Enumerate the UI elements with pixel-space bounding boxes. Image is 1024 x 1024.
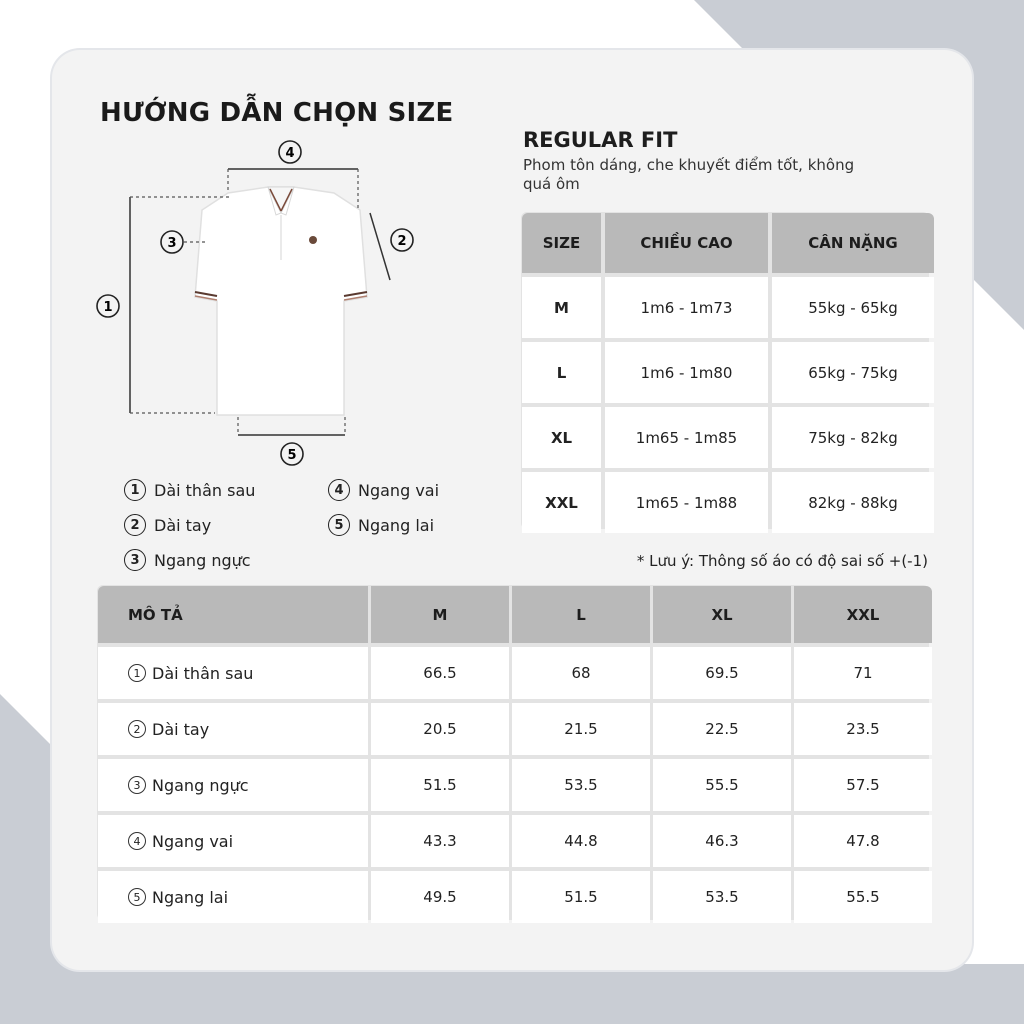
- value-cell: 69.5: [653, 647, 791, 699]
- column-header: L: [512, 586, 650, 643]
- weight-cell: 55kg - 65kg: [772, 277, 934, 338]
- marker-1: [97, 295, 119, 317]
- column-header: M: [371, 586, 509, 643]
- size-cell: XXL: [522, 472, 601, 533]
- value-cell: 22.5: [653, 703, 791, 755]
- size-cell: M: [522, 277, 601, 338]
- table-row-label: [98, 815, 368, 867]
- value-cell: 57.5: [794, 759, 932, 811]
- weight-cell: 82kg - 88kg: [772, 472, 934, 533]
- legend-item-5: [328, 514, 434, 536]
- value-cell: 51.5: [371, 759, 509, 811]
- svg-text:4: 4: [285, 146, 295, 161]
- row-label-text: Dài thân sau: [152, 663, 254, 683]
- value-cell: 21.5: [512, 703, 650, 755]
- row-label-text: Dài tay: [152, 719, 210, 739]
- row-label-text: Ngang ngực: [152, 775, 249, 795]
- height-cell: 1m6 - 1m73: [605, 277, 768, 338]
- number-circle-icon: 5: [128, 888, 146, 906]
- value-cell: 43.3: [371, 815, 509, 867]
- legend-item-3: [124, 549, 251, 571]
- svg-text:1: 1: [103, 300, 113, 315]
- number-circle-icon: 4: [328, 479, 350, 501]
- value-cell: 44.8: [512, 815, 650, 867]
- value-cell: 53.5: [653, 871, 791, 923]
- weight-cell: 75kg - 82kg: [772, 407, 934, 468]
- column-header: SIZE: [522, 213, 601, 273]
- svg-text:5: 5: [287, 448, 297, 463]
- row-label-text: Ngang vai: [152, 831, 234, 851]
- marker-2: [391, 229, 413, 251]
- svg-text:2: 2: [397, 234, 407, 249]
- size-cell: XL: [522, 407, 601, 468]
- number-circle-icon: 5: [328, 514, 350, 536]
- measurement-table: [97, 585, 929, 920]
- row-label-text: Ngang lai: [152, 887, 229, 907]
- legend-item-1: [124, 479, 255, 501]
- value-cell: 46.3: [653, 815, 791, 867]
- number-circle-icon: 1: [124, 479, 146, 501]
- value-cell: 47.8: [794, 815, 932, 867]
- number-circle-icon: 2: [128, 720, 146, 738]
- legend-item-4: [328, 479, 439, 501]
- svg-text:3: 3: [167, 236, 177, 251]
- height-cell: 1m65 - 1m85: [605, 407, 768, 468]
- table-row-label: [98, 759, 368, 811]
- marker-4: [279, 141, 301, 163]
- shirt-diagram: [90, 135, 430, 475]
- fit-title: REGULAR FIT: [523, 128, 678, 152]
- legend-item-2: [124, 514, 211, 536]
- number-circle-icon: 1: [128, 664, 146, 682]
- table-row-label: [98, 871, 368, 923]
- size-table: [521, 212, 929, 529]
- value-cell: 68: [512, 647, 650, 699]
- page-title: HƯỚNG DẪN CHỌN SIZE: [100, 98, 454, 128]
- marker-3: [161, 231, 183, 253]
- marker-5: [281, 443, 303, 465]
- legend-label: Dài thân sau: [154, 480, 256, 500]
- column-header: XXL: [794, 586, 932, 643]
- legend-label: Ngang vai: [358, 480, 440, 500]
- value-cell: 71: [794, 647, 932, 699]
- column-header: CHIỀU CAO: [605, 213, 768, 273]
- table-row-label: [98, 703, 368, 755]
- fit-description: Phom tôn dáng, che khuyết điểm tốt, không quá ôm: [523, 156, 855, 193]
- tolerance-note: * Lưu ý: Thông số áo có độ sai số +(-1): [636, 552, 928, 570]
- value-cell: 55.5: [794, 871, 932, 923]
- number-circle-icon: 3: [124, 549, 146, 571]
- value-cell: 66.5: [371, 647, 509, 699]
- value-cell: 53.5: [512, 759, 650, 811]
- number-circle-icon: 3: [128, 776, 146, 794]
- column-header: MÔ TẢ: [98, 586, 368, 643]
- value-cell: 20.5: [371, 703, 509, 755]
- column-header: CÂN NẶNG: [772, 213, 934, 273]
- value-cell: 23.5: [794, 703, 932, 755]
- size-cell: L: [522, 342, 601, 403]
- table-row-label: [98, 647, 368, 699]
- polo-shirt-icon: [195, 187, 367, 415]
- legend-label: Ngang ngực: [154, 550, 251, 570]
- weight-cell: 65kg - 75kg: [772, 342, 934, 403]
- column-header: XL: [653, 586, 791, 643]
- legend-label: Dài tay: [154, 515, 212, 535]
- legend-label: Ngang lai: [358, 515, 435, 535]
- value-cell: 51.5: [512, 871, 650, 923]
- height-cell: 1m6 - 1m80: [605, 342, 768, 403]
- value-cell: 49.5: [371, 871, 509, 923]
- number-circle-icon: 4: [128, 832, 146, 850]
- number-circle-icon: 2: [124, 514, 146, 536]
- height-cell: 1m65 - 1m88: [605, 472, 768, 533]
- value-cell: 55.5: [653, 759, 791, 811]
